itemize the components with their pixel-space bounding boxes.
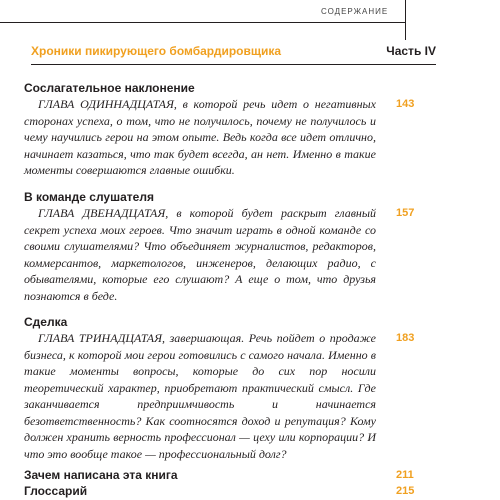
chapter-description: ГЛАВА ОДИННАДЦАТАЯ, в которой речь идет о негативных сторонах успеха, о том, что не получилось, почему не получилось и чему научились герои на этом опыте. Ведь когда все идет отлично, начинает казаться, что так будет всегда, ан нет. Именно в такие моменты совершаются главные ошибки.: [24, 97, 376, 177]
chapter-title[interactable]: Сделка: [24, 315, 68, 329]
part-number: Часть IV: [386, 44, 436, 58]
chapter-description: ГЛАВА ДВЕНАДЦАТАЯ, в которой будет раскрыт главный секрет успеха моих героев. Что значит играть в одной команде со своими слушателями? Что объединяет журналистов, редакторов, коммерсантов, маркетологов, инженеров, делающих радио, с обывателями, которые его слушают? А еще о том, что друзья познаются в беде.: [24, 206, 376, 303]
toc-entry-title[interactable]: Зачем написана эта книга: [24, 468, 178, 482]
chapter-title[interactable]: Сослагательное наклонение: [24, 81, 195, 95]
page-number[interactable]: 183: [396, 332, 415, 344]
page-number[interactable]: 215: [396, 485, 415, 497]
part-header: [31, 40, 436, 65]
top-rule-end: [405, 0, 406, 40]
part-title: Хроники пикирующего бомбардировщика: [31, 44, 282, 58]
top-rule: [0, 22, 405, 23]
chapter-description: ГЛАВА ТРИНАДЦАТАЯ, завершающая. Речь пойдет о продаже бизнеса, к которой мои герои готовились с самого начала. Именно в такие моменты вопросы, которые до сих пор носили теоретический характер, приобретают практический смысл. Где заканчивается предприимчивость и начинается безответственность? Как соотносятся доход и репутация? Кому должен хранить верность профессионал — цеху или корпорации? И что это вообще такое — профессиональный долг?: [24, 331, 376, 461]
toc-entry-title[interactable]: Глоссарий: [24, 484, 88, 498]
toc-entry[interactable]: [24, 314, 376, 462]
toc-entry[interactable]: [24, 189, 376, 304]
page-number[interactable]: 157: [396, 207, 415, 219]
running-header: СОДЕРЖАНИЕ: [321, 7, 389, 16]
page-number[interactable]: 143: [396, 98, 415, 110]
chapter-title[interactable]: В команде слушателя: [24, 190, 154, 204]
toc-entry[interactable]: [24, 80, 376, 179]
page-number[interactable]: 211: [396, 469, 414, 481]
